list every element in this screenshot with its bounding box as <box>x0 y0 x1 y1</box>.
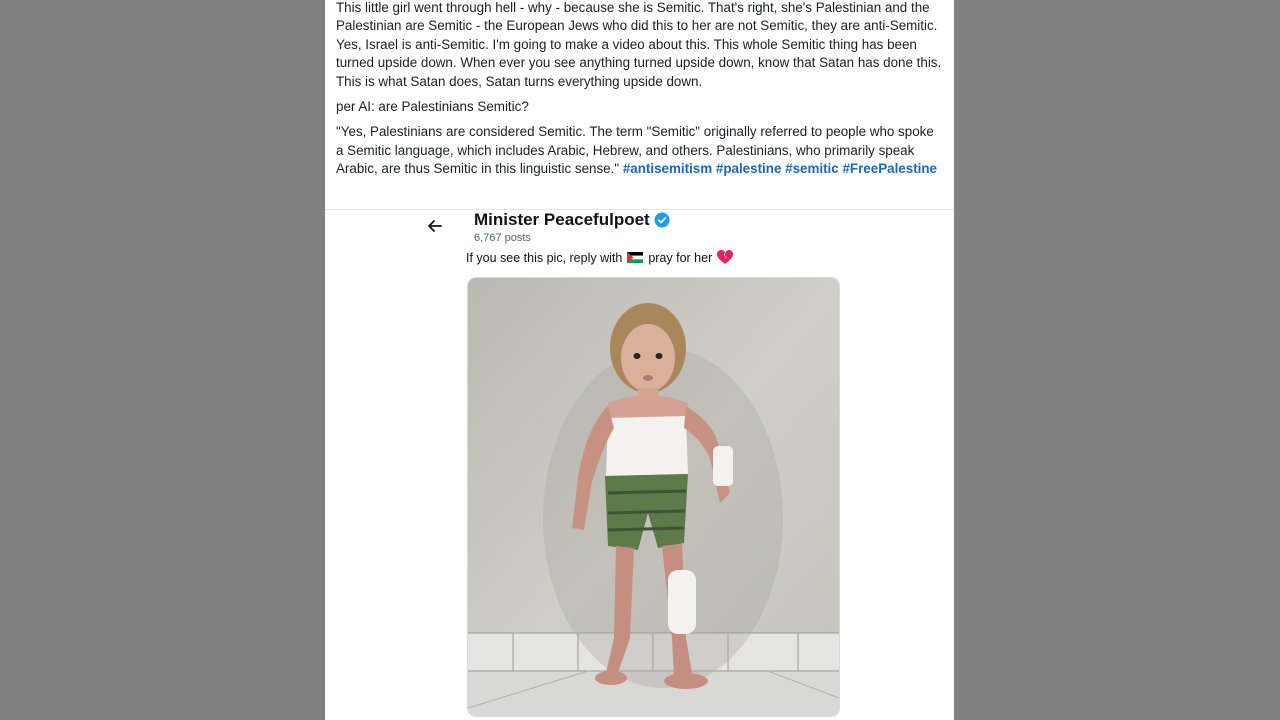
hashtag-palestine[interactable]: #palestine <box>715 161 782 177</box>
shared-screenshot-image[interactable] <box>325 210 954 720</box>
shared-caption <box>466 250 733 265</box>
post-paragraph-3 <box>336 123 943 178</box>
caption-text-2: pray for her <box>648 250 713 265</box>
shared-author <box>474 210 670 230</box>
ai-quote: "Yes, Palestinians are considered Semitic. The term "Semitic" originally referred to people who spoke a Semitic language, which includes Arabic, Hebrew, and others. Palestinians, who primarily speak Arabic, are thus Semitic in this linguistic sense." <box>336 124 934 177</box>
hashtag-freepalestine[interactable]: #FreePalestine <box>842 161 938 177</box>
child-photo-drawing <box>468 278 839 716</box>
child-photo[interactable] <box>467 277 840 717</box>
post-paragraph-2: per AI: are Palestinians Semitic? <box>336 99 529 115</box>
post-paragraph-1: This little girl went through hell - why - because she is Semitic. That's right, she's Palestinian and the Palestinian are Semitic - the European Jews who did this to her are not Semitic, they are anti-Semitic. Yes, Israel is anti-Semitic. I'm going to make a video about this. This whole Semitic thing has been turned upside down. When ever you see anything turned upside down, know that Satan has done this. This is what Satan does, Satan turns everything upside down. <box>336 0 942 89</box>
hashtag-semitic[interactable]: #semitic <box>785 161 839 177</box>
arrow-left-icon <box>425 216 445 236</box>
palestine-flag-icon <box>627 252 643 263</box>
post-card <box>325 0 954 720</box>
caption-text-1: If you see this pic, reply with <box>466 250 623 265</box>
broken-heart-icon <box>717 250 733 265</box>
post-text <box>325 0 954 179</box>
hashtag-antisemitism[interactable]: #antisemitism <box>622 161 713 177</box>
shared-author-name: Minister Peacefulpoet <box>474 210 650 229</box>
shared-post-count: 6,767 posts <box>474 232 531 244</box>
verified-badge-icon <box>654 212 670 228</box>
